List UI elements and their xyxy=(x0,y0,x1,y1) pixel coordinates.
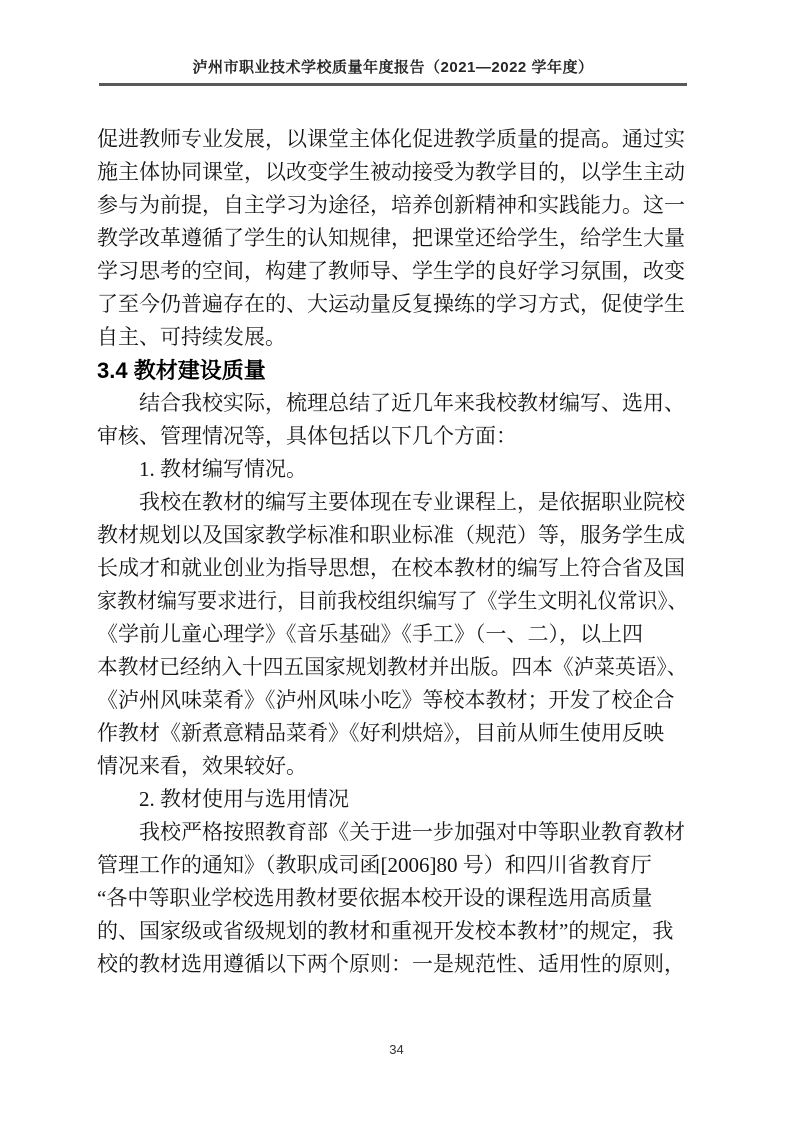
text-line: 2. 教材使用与选用情况 xyxy=(97,787,349,811)
text-line: 我校在教材的编写主要体现在专业课程上，是依据职业院校 xyxy=(97,490,685,514)
text-line: 情况来看，效果较好。 xyxy=(97,754,307,778)
text-line: 管理工作的通知》（教职成司函[2006]80 号）和四川省教育厅 xyxy=(97,853,652,877)
text-line: 家教材编写要求进行，目前我校组织编写了《学生文明礼仪常识》、 xyxy=(97,589,688,613)
text-line: 长成才和就业创业为指导思想，在校本教材的编写上符合省及国 xyxy=(97,556,685,580)
header-rule xyxy=(99,83,687,86)
text-line: 校的教材选用遵循以下两个原则：一是规范性、适用性的原则， xyxy=(97,952,685,976)
text-line: 了至今仍普遍存在的、大运动量反复操练的学习方式，促使学生 xyxy=(97,292,685,316)
text-line: 《泸州风味菜肴》《泸州风味小吃》等校本教材；开发了校企合 xyxy=(97,688,675,712)
text-line: 审核、管理情况等，具体包括以下几个方面： xyxy=(97,424,517,448)
text-line: 作教材《新煮意精品菜肴》《好利烘焙》，目前从师生使用反映 xyxy=(97,721,664,745)
page-footer xyxy=(0,1042,793,1057)
page-header xyxy=(99,56,687,86)
text-line: 的、国家级或省级规划的教材和重视开发校本教材”的规定，我 xyxy=(97,919,674,943)
text-line: 教学改革遵循了学生的认知规律，把课堂还给学生，给学生大量 xyxy=(97,226,685,250)
text-line: 自主、可持续发展。 xyxy=(97,325,286,349)
text-line: 参与为前提，自主学习为途径，培养创新精神和实践能力。这一 xyxy=(97,193,685,217)
text-line: 促进教师专业发展，以课堂主体化促进教学质量的提高。通过实 xyxy=(97,127,685,151)
text-line: 我校严格按照教育部《关于进一步加强对中等职业教育教材 xyxy=(97,820,685,844)
text-line: 本教材已经纳入十四五国家规划教材并出版。四本《泸菜英语》、 xyxy=(97,655,688,679)
text-line: 教材规划以及国家教学标准和职业标准（规范）等，服务学生成 xyxy=(97,523,685,547)
document-body xyxy=(97,123,688,981)
text-line: 1. 教材编写情况。 xyxy=(97,457,307,481)
text-line: 学习思考的空间，构建了教师导、学生学的良好学习氛围，改变 xyxy=(97,259,685,283)
header-title: 泸州市职业技术学校质量年度报告（2021—2022 学年度） xyxy=(192,59,594,76)
page-number: 34 xyxy=(389,1042,404,1057)
text-line: “各中等职业学校选用教材要依据本校开设的课程选用高质量 xyxy=(97,886,653,910)
section-heading: 3.4 教材建设质量 xyxy=(97,358,266,383)
text-line: 施主体协同课堂，以改变学生被动接受为教学目的，以学生主动 xyxy=(97,160,685,184)
text-line: 《学前儿童心理学》《音乐基础》《手工》（一、二），以上四 xyxy=(97,622,643,646)
text-line: 结合我校实际，梳理总结了近几年来我校教材编写、选用、 xyxy=(97,391,685,415)
